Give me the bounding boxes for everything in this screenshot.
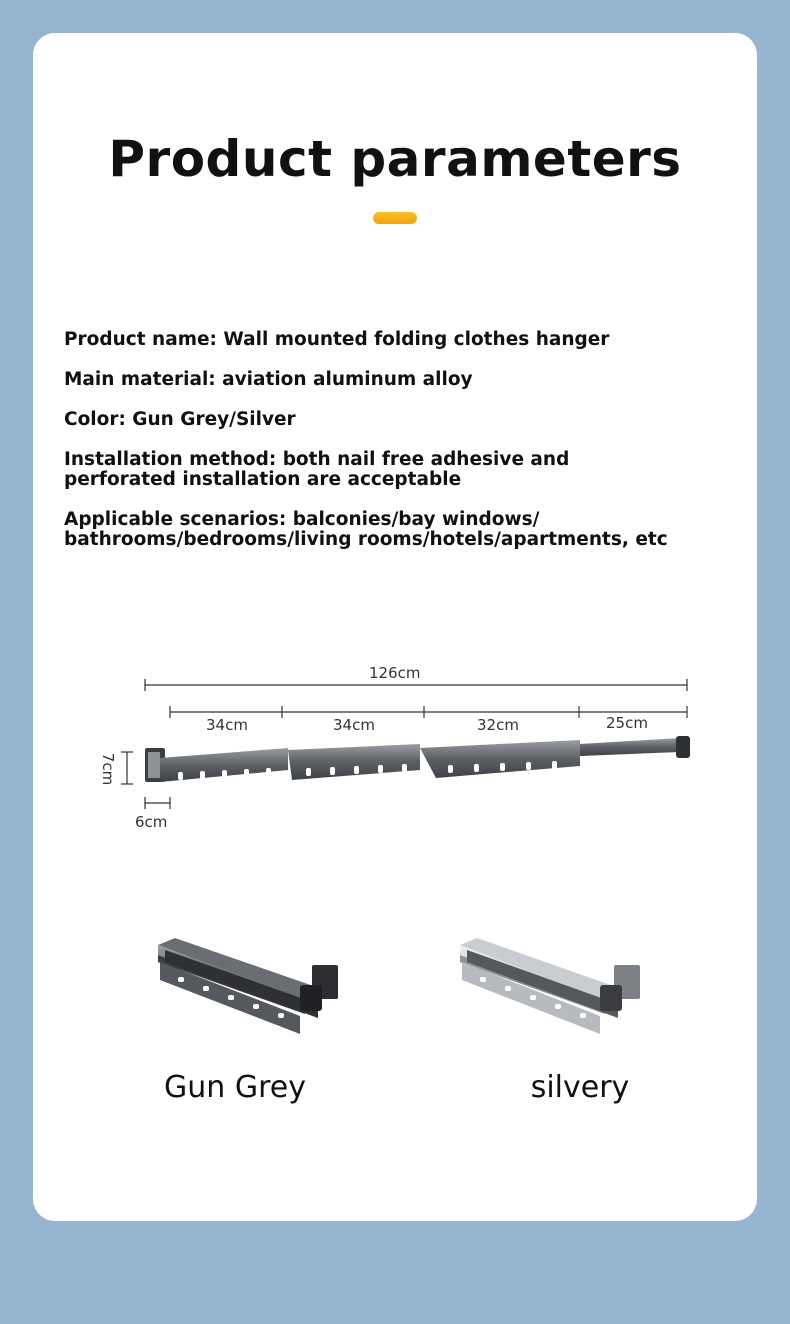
dim-total-label: 126cm — [369, 664, 421, 682]
variant-gun-grey-label: Gun Grey — [164, 1070, 306, 1105]
dim-segment-2-label: 34cm — [333, 716, 375, 734]
spec-scenarios-line-2: bathrooms/bedrooms/living rooms/hotels/apartments, etc — [64, 529, 668, 550]
spec-main-material: Main material: aviation aluminum alloy — [64, 369, 473, 390]
dim-segment-3-label: 32cm — [477, 716, 519, 734]
dim-segment-1-label: 34cm — [206, 716, 248, 734]
dim-segment-4-label: 25cm — [606, 714, 648, 732]
spec-scenarios-line-1: Applicable scenarios: balconies/bay windows/ — [64, 509, 540, 530]
dim-height-label: 7cm — [99, 752, 118, 786]
spec-installation-line-2: perforated installation are acceptable — [64, 469, 462, 490]
gun-grey-hanger-image — [158, 938, 338, 1034]
spec-installation-line-1: Installation method: both nail free adhesive and — [64, 449, 570, 470]
height-line — [121, 752, 133, 784]
spec-color: Color: Gun Grey/Silver — [64, 409, 296, 430]
silvery-hanger-image — [460, 938, 640, 1034]
spec-product-name: Product name: Wall mounted folding clothes hanger — [64, 329, 610, 350]
depth-line — [145, 797, 170, 809]
variant-silvery-label: silvery — [530, 1070, 630, 1105]
page-title: Product parameters — [108, 130, 682, 188]
extended-hanger-image — [145, 736, 690, 782]
dim-depth-label: 6cm — [135, 813, 168, 831]
